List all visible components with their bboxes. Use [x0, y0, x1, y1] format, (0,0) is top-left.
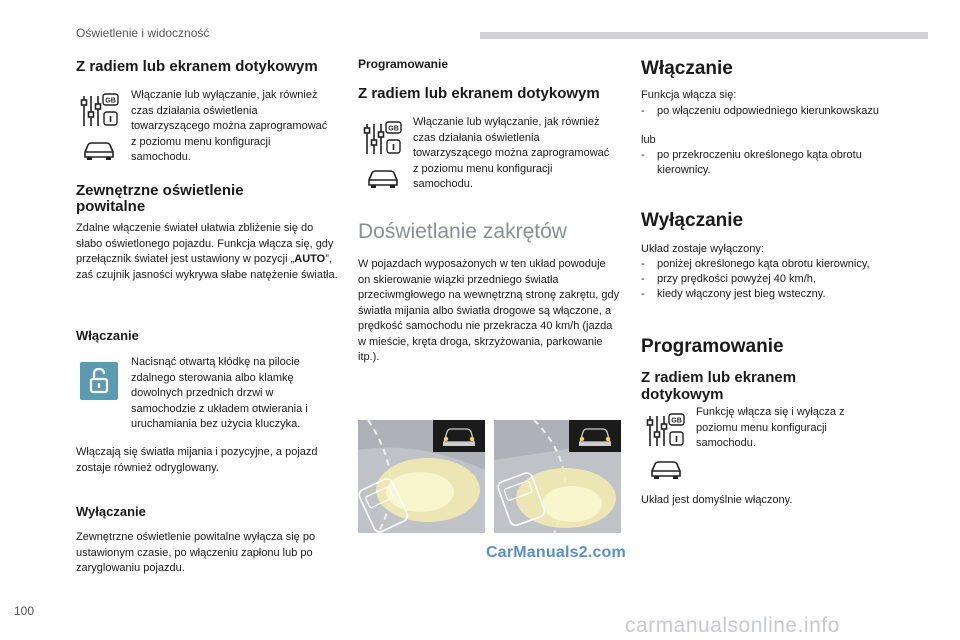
- settings-icon-group-3: [646, 410, 686, 455]
- col1-radio-title: Z radiem lub ekranem dotykowym: [76, 58, 318, 75]
- open-padlock-icon: [80, 362, 118, 400]
- col1-off-body: Zewnętrzne oświetlenie powitalne wyłącza się po ustawionym czasie, po włączeniu zapłonu lub po zaryglowaniu pojazdu.: [76, 531, 316, 574]
- col2-radio-title: Z radiem lub ekranem dotykowym: [358, 85, 600, 102]
- car-icon: [82, 138, 116, 165]
- gb-flag-badge-icon: [669, 414, 684, 425]
- col2-radio-body: Włączanie lub wyłączanie, jak również czas działania oświetlenia towarzyszącego można zaprogramować z poziomu menu konfiguracji samochodu.: [413, 116, 610, 190]
- page-number: 100: [14, 604, 35, 618]
- gb-flag-badge-icon: [103, 94, 118, 105]
- list-item-text: poniżej określonego kąta obrotu kierownicy,: [657, 258, 870, 270]
- car-icon-2: [366, 166, 400, 193]
- info-badge-icon: [104, 112, 117, 125]
- list-item-text: po włączeniu odpowiedniego kierunkowskazu: [657, 105, 879, 117]
- col1-welcome-body-auto: AUTO: [294, 253, 326, 265]
- list-item-text: kiedy włączony jest bieg wsteczny.: [657, 288, 826, 300]
- col1-welcome-title-2: powitalne: [76, 198, 146, 215]
- col3-on-title: Włączanie: [641, 58, 733, 79]
- header-bar: [480, 32, 928, 39]
- col1-on-after: Włączają się światła mijania i pozycyjne, a pojazd zostaje również odryglowany.: [76, 446, 318, 474]
- col1-welcome-body-b: ”, zaś czujnik jasności wykrywa słabe natężenie światła.: [76, 253, 338, 281]
- list-item-text: przy prędkości powyżej 40 km/h,: [657, 273, 816, 285]
- col1-off-title: Wyłączanie: [76, 504, 146, 519]
- cornering-light-indicator-icon: [433, 420, 485, 452]
- svg-text:GB: GB: [105, 97, 116, 105]
- info-badge-icon: [387, 140, 400, 153]
- col3-radio-body: Funkcję włącza się i wyłącza z poziomu menu konfiguracji samochodu.: [696, 406, 845, 449]
- cornering-illustration-left: [358, 420, 485, 533]
- col2-cornering-body: W pojazdach wyposażonych w ten układ powoduje on skierowanie wiązki przedniego światła przeciwmgłowego na wewnętrzną stronę zakrętu, gdy światła mijania albo światła drogowe są włączone, a prędkość samochodu nie przekracza 40 km/h (jazda w mieście, kręta droga, skrzyżowania, parkowanie itp.).: [358, 258, 620, 363]
- col3-programming-title: Programowanie: [641, 336, 784, 357]
- col2-programming-label: Programowanie: [358, 57, 449, 71]
- col3-radio-after: Układ jest domyślnie włączony.: [641, 494, 793, 506]
- gb-flag-badge-icon: [386, 122, 401, 133]
- svg-text:GB: GB: [388, 125, 399, 133]
- col3-radio-title-1: Z radiem lub ekranem: [641, 369, 797, 386]
- col3-off-intro: Układ zostaje wyłączony:: [641, 243, 764, 255]
- footer-watermark: carmanualsonline.info: [625, 614, 840, 637]
- list-item-text: po przekroczeniu określonego kąta obrotu kierownicy.: [657, 149, 862, 176]
- settings-sliders-icon: [363, 118, 403, 158]
- col3-radio-title-2: dotykowym: [641, 386, 724, 403]
- cornering-illustration-right: [494, 420, 621, 533]
- settings-icon-group-2: [363, 118, 403, 163]
- settings-sliders-icon: [80, 90, 120, 130]
- col1-radio-body: Włączanie lub wyłączanie, jak również czas działania oświetlenia towarzyszącego można zaprogramować z poziomu menu konfiguracji samochodu.: [131, 89, 328, 163]
- col1-welcome-body-a: Zdalne włączenie świateł ułatwia zbliżenie się do słabo oświetlonego pojazdu. Funkcja włącza się, gdy przełącznik świateł jest ustawiony w pozycji „: [76, 222, 334, 265]
- col3-on-intro: Funkcja włącza się:: [641, 89, 737, 101]
- cornering-light-indicator-icon: [569, 420, 621, 452]
- col2-cornering-title: Doświetlanie zakrętów: [358, 220, 567, 243]
- col3-on-or: lub: [641, 134, 656, 146]
- car-icon-3: [649, 457, 683, 484]
- col1-welcome-title-1: Zewnętrzne oświetlenie: [76, 182, 244, 199]
- settings-sliders-icon: [646, 410, 686, 450]
- carmanuals-watermark: CarManuals2.com: [486, 544, 626, 561]
- col1-on-title: Włączanie: [76, 328, 139, 343]
- settings-icon-group: [80, 90, 120, 135]
- info-badge-icon: [670, 432, 683, 445]
- col1-welcome-body: [76, 221, 341, 283]
- col1-on-body: Nacisnąć otwartą kłódkę na pilocie zdalnego sterowania albo klamkę dowolnych przednich drzwi w samochodzie z układem otwierania i uruchamiania bez użycia kluczyka.: [131, 356, 308, 430]
- svg-text:GB: GB: [671, 417, 682, 425]
- col3-off-title: Wyłączanie: [641, 210, 744, 231]
- section-header: Oświetlenie i widoczność: [76, 26, 210, 40]
